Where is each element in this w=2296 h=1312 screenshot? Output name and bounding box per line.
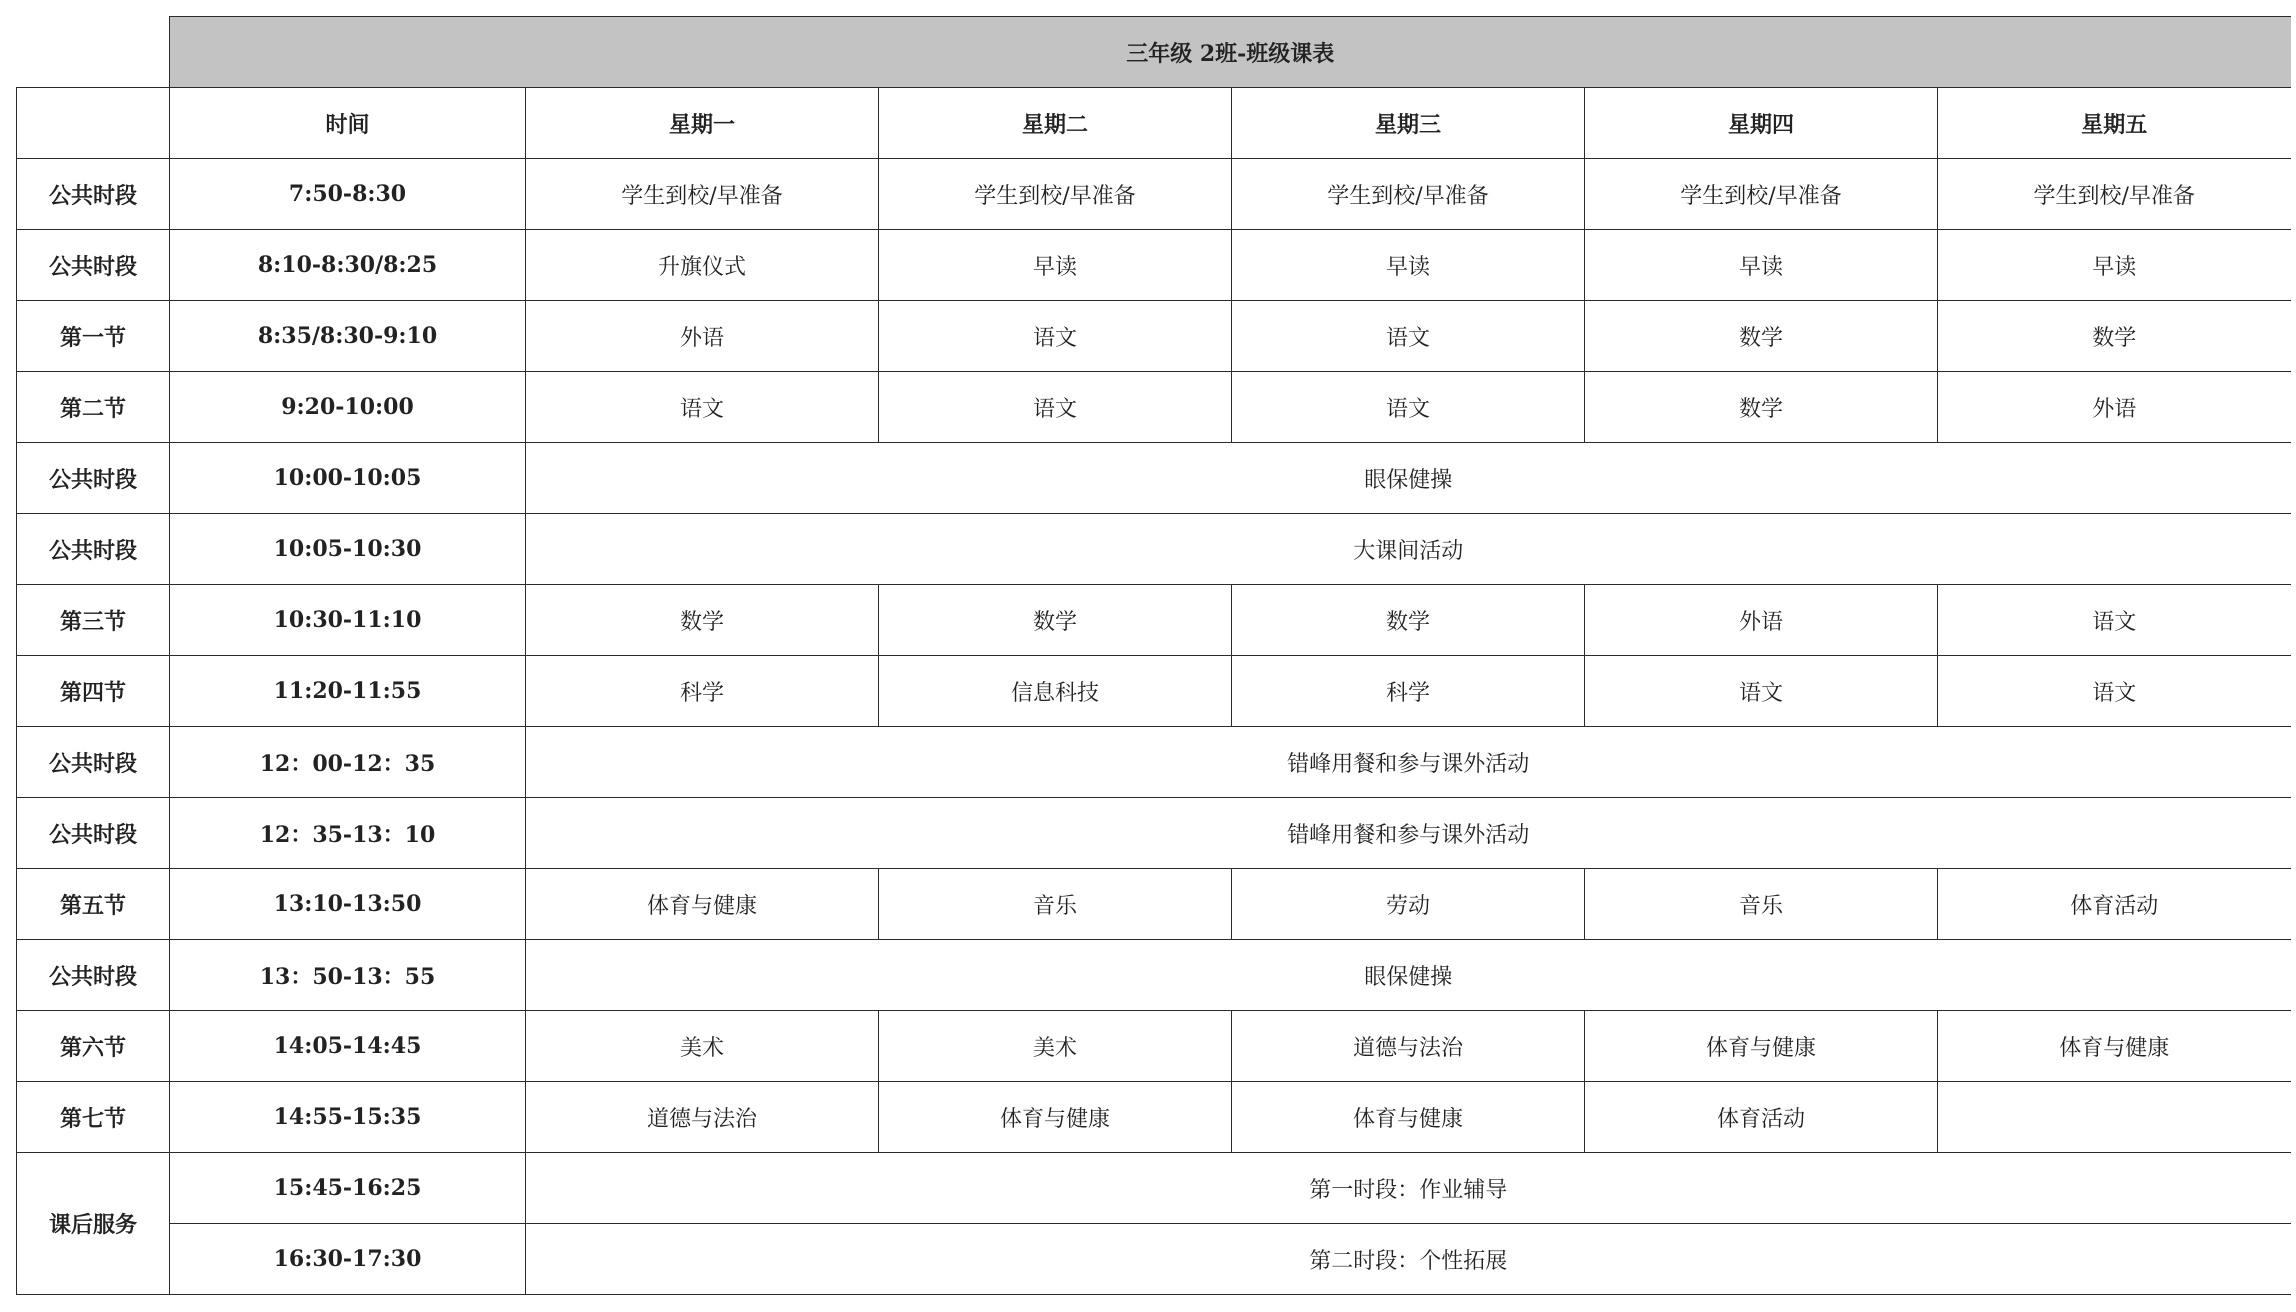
- schedule-row: [17, 869, 2291, 940]
- period-time: 13：50-13：55: [170, 940, 526, 1011]
- merged-activity-cell: 错峰用餐和参与课外活动: [526, 798, 2291, 869]
- period-label: 第七节: [17, 1082, 170, 1153]
- period-label: 公共时段: [17, 940, 170, 1011]
- period-time: 9:20-10:00: [170, 372, 526, 443]
- subject-cell: 科学: [526, 656, 879, 727]
- subject-cell: 语文: [1232, 372, 1585, 443]
- merged-activity-cell: 眼保健操: [526, 443, 2291, 514]
- subject-cell: 语文: [879, 301, 1232, 372]
- period-label: 第三节: [17, 585, 170, 656]
- subject-cell: 语文: [1938, 585, 2291, 656]
- header-time: 时间: [170, 88, 526, 159]
- timetable-title: 三年级 2班-班级课表: [170, 17, 2291, 88]
- header-thursday: 星期四: [1585, 88, 1938, 159]
- subject-cell: 语文: [1585, 656, 1938, 727]
- schedule-row: [17, 656, 2291, 727]
- subject-cell: 数学: [1232, 585, 1585, 656]
- period-time: 12：00-12：35: [170, 727, 526, 798]
- schedule-row: [17, 372, 2291, 443]
- schedule-row: [17, 1082, 2291, 1153]
- period-label: 公共时段: [17, 798, 170, 869]
- period-label: 第五节: [17, 869, 170, 940]
- class-timetable: [16, 16, 2291, 1295]
- after-school-time: 15:45-16:25: [170, 1153, 526, 1224]
- period-label: 第二节: [17, 372, 170, 443]
- subject-cell: 美术: [879, 1011, 1232, 1082]
- period-time: 8:35/8:30-9:10: [170, 301, 526, 372]
- period-label: 公共时段: [17, 514, 170, 585]
- header-friday: 星期五: [1938, 88, 2291, 159]
- header-monday: 星期一: [526, 88, 879, 159]
- subject-cell: 数学: [526, 585, 879, 656]
- subject-cell: 学生到校/早准备: [1938, 159, 2291, 230]
- header-tuesday: 星期二: [879, 88, 1232, 159]
- subject-cell: 数学: [1938, 301, 2291, 372]
- period-time: 11:20-11:55: [170, 656, 526, 727]
- period-label: 第六节: [17, 1011, 170, 1082]
- subject-cell: 体育活动: [1938, 869, 2291, 940]
- schedule-row: [17, 940, 2291, 1011]
- period-time: 8:10-8:30/8:25: [170, 230, 526, 301]
- header-blank-cell: [17, 88, 170, 159]
- subject-cell: 体育活动: [1585, 1082, 1938, 1153]
- subject-cell: 早读: [1585, 230, 1938, 301]
- subject-cell: 学生到校/早准备: [1585, 159, 1938, 230]
- schedule-row: [17, 585, 2291, 656]
- subject-cell: 科学: [1232, 656, 1585, 727]
- period-time: 10:05-10:30: [170, 514, 526, 585]
- subject-cell: 语文: [1938, 656, 2291, 727]
- period-label: 公共时段: [17, 159, 170, 230]
- after-school-row: [17, 1153, 2291, 1224]
- subject-cell: 体育与健康: [1585, 1011, 1938, 1082]
- subject-cell: 数学: [1585, 372, 1938, 443]
- subject-cell: 道德与法治: [1232, 1011, 1585, 1082]
- period-time: 12：35-13：10: [170, 798, 526, 869]
- schedule-row: [17, 301, 2291, 372]
- subject-cell: 外语: [1938, 372, 2291, 443]
- period-time: 14:05-14:45: [170, 1011, 526, 1082]
- subject-cell: 学生到校/早准备: [526, 159, 879, 230]
- merged-activity-cell: 错峰用餐和参与课外活动: [526, 727, 2291, 798]
- schedule-row: [17, 1011, 2291, 1082]
- subject-cell: 道德与法治: [526, 1082, 879, 1153]
- merged-activity-cell: 大课间活动: [526, 514, 2291, 585]
- period-label: 公共时段: [17, 230, 170, 301]
- title-row: [17, 17, 2291, 88]
- subject-cell: 信息科技: [879, 656, 1232, 727]
- subject-cell: 音乐: [879, 869, 1232, 940]
- schedule-row: [17, 514, 2291, 585]
- subject-cell: 劳动: [1232, 869, 1585, 940]
- subject-cell: 早读: [1938, 230, 2291, 301]
- subject-cell: 数学: [1585, 301, 1938, 372]
- header-row: [17, 88, 2291, 159]
- period-label: 公共时段: [17, 727, 170, 798]
- subject-cell: 外语: [1585, 585, 1938, 656]
- after-school-activity: 第一时段：作业辅导: [526, 1153, 2291, 1224]
- subject-cell: 早读: [1232, 230, 1585, 301]
- timetable-sheet: [16, 16, 2291, 1295]
- subject-cell: 升旗仪式: [526, 230, 879, 301]
- period-time: 14:55-15:35: [170, 1082, 526, 1153]
- schedule-row: [17, 230, 2291, 301]
- merged-activity-cell: 眼保健操: [526, 940, 2291, 1011]
- subject-cell: [1938, 1082, 2291, 1153]
- subject-cell: 体育与健康: [879, 1082, 1232, 1153]
- subject-cell: 早读: [879, 230, 1232, 301]
- subject-cell: 语文: [1232, 301, 1585, 372]
- period-time: 10:00-10:05: [170, 443, 526, 514]
- subject-cell: 语文: [526, 372, 879, 443]
- period-label: 公共时段: [17, 443, 170, 514]
- header-wednesday: 星期三: [1232, 88, 1585, 159]
- period-label: 第一节: [17, 301, 170, 372]
- after-school-label: 课后服务: [17, 1153, 170, 1295]
- period-time: 13:10-13:50: [170, 869, 526, 940]
- period-time: 10:30-11:10: [170, 585, 526, 656]
- subject-cell: 体育与健康: [1938, 1011, 2291, 1082]
- after-school-activity: 第二时段：个性拓展: [526, 1224, 2291, 1295]
- subject-cell: 学生到校/早准备: [879, 159, 1232, 230]
- schedule-row: [17, 159, 2291, 230]
- schedule-row: [17, 798, 2291, 869]
- subject-cell: 音乐: [1585, 869, 1938, 940]
- subject-cell: 美术: [526, 1011, 879, 1082]
- subject-cell: 数学: [879, 585, 1232, 656]
- subject-cell: 学生到校/早准备: [1232, 159, 1585, 230]
- subject-cell: 体育与健康: [526, 869, 879, 940]
- subject-cell: 外语: [526, 301, 879, 372]
- subject-cell: 语文: [879, 372, 1232, 443]
- schedule-row: [17, 727, 2291, 798]
- after-school-row: [17, 1224, 2291, 1295]
- period-label: 第四节: [17, 656, 170, 727]
- after-school-time: 16:30-17:30: [170, 1224, 526, 1295]
- corner-cell: [17, 17, 170, 88]
- schedule-row: [17, 443, 2291, 514]
- period-time: 7:50-8:30: [170, 159, 526, 230]
- subject-cell: 体育与健康: [1232, 1082, 1585, 1153]
